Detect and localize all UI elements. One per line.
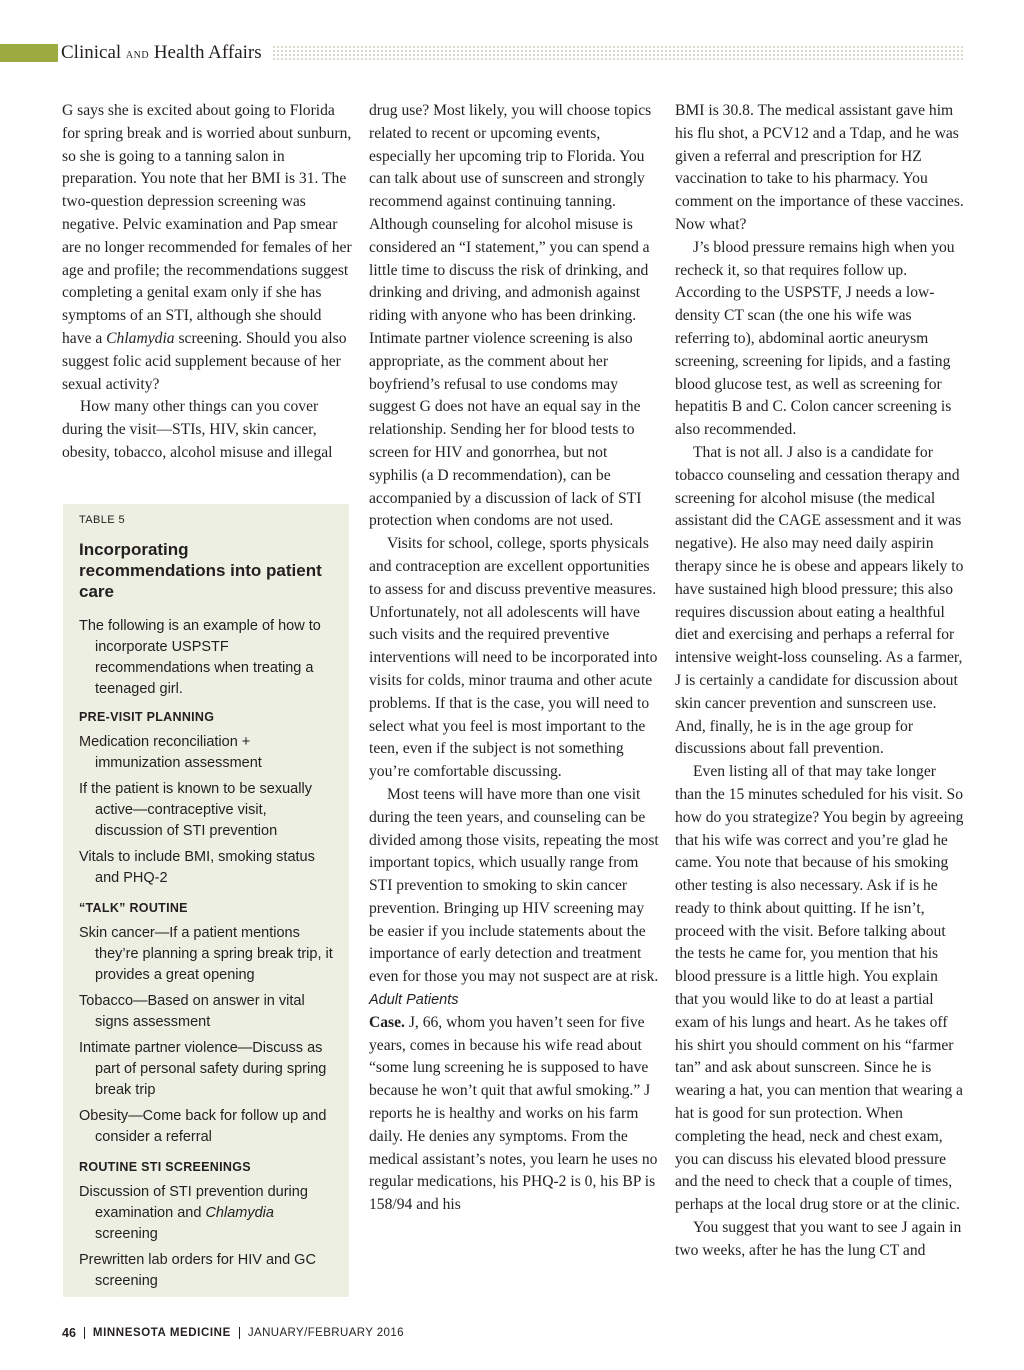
list-item: Tobacco—Based on answer in vital signs assessment (79, 993, 305, 1030)
table-section-previsit (79, 710, 333, 889)
page-header (0, 40, 964, 68)
paragraph: Even listing all of that may take longer than the 15 minutes scheduled for his visit. So how do you strategize? You begin by agreeing that his wife was correct and you’re glad he came. You note that because of his smoking other testing is also necessary. Ask if is he ready to think about quitting. If he isn’t, proceed with the visit. Before talking about the tests he came for, you mention that his blood pressure is a little high. You explain that you would like to do at least a partial exam of his lungs and heart. As he takes off his shirt you should comment on his “farmer tan” and ask about sunscreen. Since he is wearing a hat, you can mention that wearing a hat is good for sun protection. When completing the head, neck and chest exam, you can discuss his elevated blood pressure and the need to check that a couple of times, perhaps at the local drug store or at the clinic. (675, 763, 964, 1214)
text-run: G says she is excited about going to Florida for spring break and is worried about sunburn, so she is going to a tanning salon in preparation. You note that her BMI is 31. The two-question depression screening was negative. Pelvic examination and Pap smear are no longer recommended for females of her age and profile; the recommendations suggest completing a genital exam only if she has symptoms of an STI, although she should have a (62, 102, 352, 347)
table-label: TABLE 5 (79, 514, 126, 526)
paragraph: drug use? Most likely, you will choose topics related to recent or upcoming events, especially her upcoming trip to Florida. You can talk about use of sunscreen and strongly recommend against continuing tanning. Although counseling for alcohol misuse is considered an “I statement,” you can spend a little time to discuss the risk of drinking, and drinking and driving, and admonish against riding with anyone who has been drinking. Intimate partner violence screening is also appropriate, as the comment about her boyfriend’s refusal to use condoms may suggest G does not have an equal say in the relationship. Sending her for blood tests to screen for HIV and gonorrhea, but not syphilis (a D recommendation), can be accompanied by a discussion of lack of STI protection when condoms are not used. (369, 102, 652, 530)
table-intro: The following is an example of how to incorporate USPSTF recommendations when treating a teenaged girl. (79, 618, 321, 697)
case-label: Case. (369, 1013, 405, 1031)
paragraph: Visits for school, college, sports physicals and contraception are excellent opportunities to assess for and discuss preventive measures. Unfortunately, not all adolescents will have such visits and the required preventive interventions will need to be incorporated into visits for colds, minor trauma and other acute problems. If that is the case, you will need to select what you feel is most important to the teen, even if the subject is not something you’re comfortable discussing. (369, 535, 658, 781)
paragraph: That is not all. J also is a candidate for tobacco counseling and cessation therapy and screening for alcohol misuse (the medical assistant did the CAGE assessment and it was negative). He also may need daily aspirin therapy since he is obese and appears likely to have sustained high blood pressure; this also requires discussion about eating a healthful diet and exercising and perhaps a referral for intensive weight-loss counseling. As a farmer, J is certainly a candidate for discussion about skin cancer prevention and sunscreen use. And, finally, he is in the age group for discussions about fall prevention. (675, 443, 964, 758)
paragraph: BMI is 30.8. The medical assistant gave him his flu shot, a PCV12 and a Tdap, and he was given a referral and prescription for HZ vaccination to take to his pharmacy. You comment on the importance of these vaccines. Now what? (675, 102, 964, 233)
list-item: Vitals to include BMI, smoking status and PHQ-2 (79, 849, 315, 886)
footer-divider (84, 1327, 85, 1339)
table-section-sti-screenings (79, 1160, 333, 1292)
list-item: Intimate partner violence—Discuss as part of personal safety during spring break trip (79, 1040, 327, 1098)
subheading-adult-patients: Adult Patients (369, 992, 459, 1009)
text-run: screening (95, 1226, 158, 1242)
section-title (61, 42, 262, 64)
italic-term: Chlamydia (106, 329, 175, 347)
page-footer (62, 1326, 404, 1340)
column-3 (675, 100, 965, 1263)
section-heading: “TALK” ROUTINE (79, 901, 188, 915)
section-title-and: AND (125, 50, 150, 61)
table-title: Incorporating recommendations into patient care (79, 540, 322, 601)
text-run: Discussion of STI prevention during examination and (79, 1184, 308, 1221)
table-5-sidebar (63, 504, 349, 1297)
header-dot-pattern (272, 45, 964, 61)
list-item: Prewritten lab orders for HIV and GC screening (79, 1252, 316, 1289)
header-accent-bar (0, 44, 58, 62)
paragraph: Most teens will have more than one visit during the teen years, and counseling can be divided among those visits, repeating the most important topics, which usually range from STI prevention to smoking to skin cancer prevention. Bringing up HIV screening may be easier if you include statements about the importance of early detection and treatment even for those you may not suspect are at risk. (369, 785, 659, 986)
publication-name: MINNESOTA MEDICINE (92, 1327, 231, 1339)
section-heading: ROUTINE STI SCREENINGS (79, 1160, 251, 1174)
list-item: Medication reconciliation + immunization assessment (79, 734, 262, 771)
text-run: J, 66, whom you haven’t seen for five years, comes in because his wife read about “some lung screening he is supposed to have because he won’t quit that awful smoking.” J reports he is healthy and works on his farm daily. He denies any symptoms. From the medical assistant’s notes, you learn he uses no regular medications, his PHQ-2 is 0, his BP is 158/94 and his (369, 1013, 658, 1214)
italic-term: Chlamydia (205, 1205, 274, 1221)
paragraph: How many other things can you cover during the visit—STIs, HIV, skin cancer, obesity, tobacco, alcohol misuse and illegal (62, 398, 333, 461)
paragraph: J’s blood pressure remains high when you recheck it, so that requires follow up. According to the USPSTF, J needs a low-density CT scan (the one his wife was referring to), abdominal aortic aneurysm screening, screening for lipids, and a fasting blood glucose test, as well as screening for hepatitis B and C. Colon cancer screening is also recommended. (675, 238, 955, 439)
list-item (79, 1182, 333, 1245)
issue-date: JANUARY/FEBRUARY 2016 (247, 1327, 404, 1339)
list-item: Skin cancer—If a patient mentions they’re planning a spring break trip, it provides a great opening (79, 925, 333, 983)
column-1 (62, 100, 352, 465)
page-number: 46 (62, 1326, 76, 1340)
section-title-part2: Health Affairs (153, 42, 262, 63)
text-run: screening. Should you also suggest folic acid supplement because of her sexual activity? (62, 329, 347, 393)
table-section-talk-routine (79, 901, 333, 1148)
column-2 (369, 100, 659, 1217)
paragraph: You suggest that you want to see J again in two weeks, after he has the lung CT and (675, 1219, 962, 1259)
list-item: If the patient is known to be sexually active—contraceptive visit, discussion of STI prevention (79, 781, 312, 839)
list-item: Obesity—Come back for follow up and consider a referral (79, 1108, 327, 1145)
paragraph (62, 100, 352, 396)
section-heading: PRE-VISIT PLANNING (79, 710, 215, 724)
paragraph (369, 1012, 659, 1217)
section-title-part1: Clinical (61, 42, 122, 63)
footer-divider (239, 1327, 240, 1339)
